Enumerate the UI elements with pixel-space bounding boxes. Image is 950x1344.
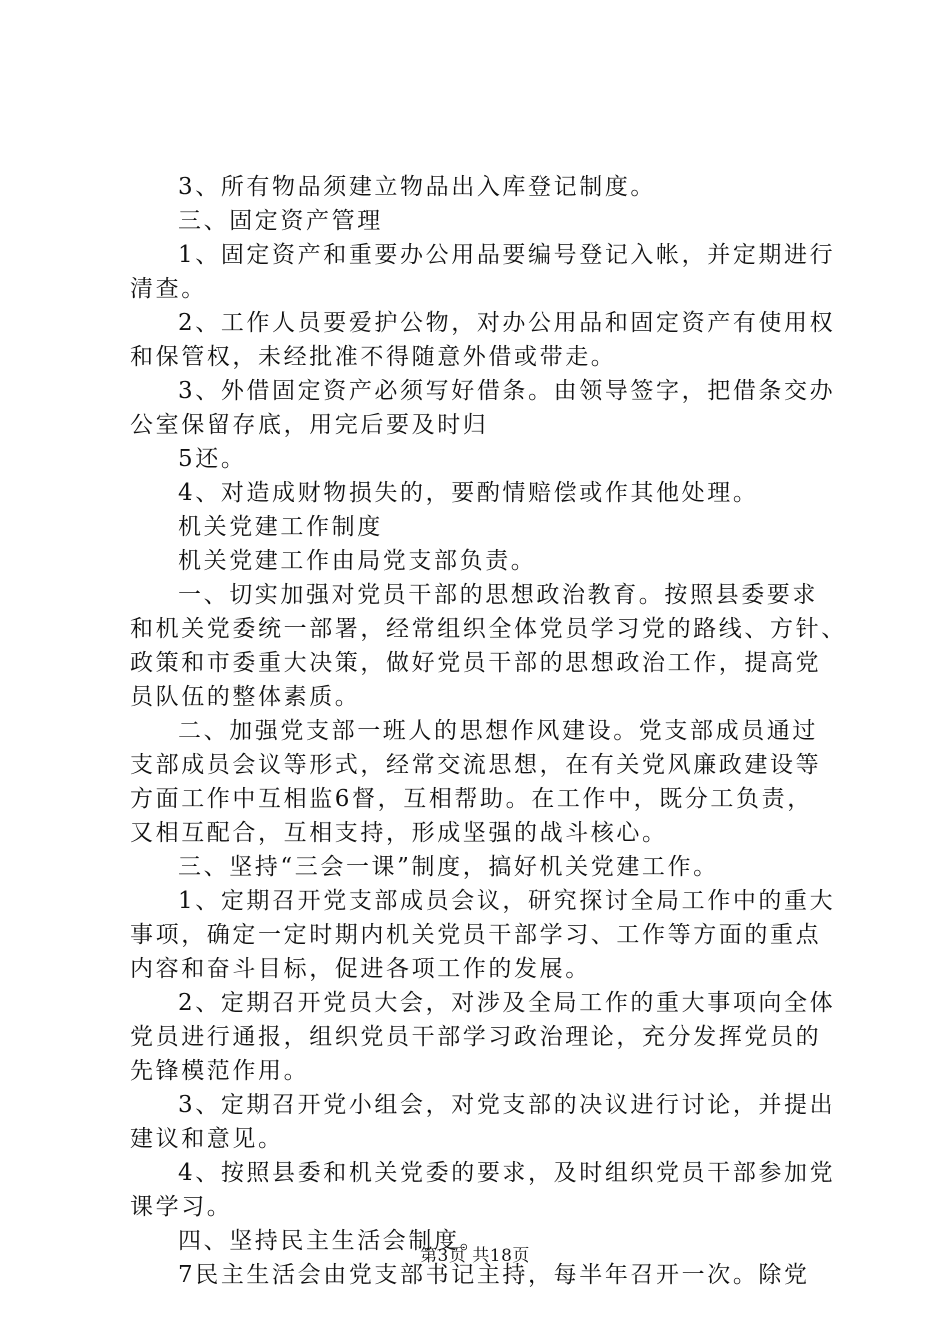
text-line: 7民主生活会由党支部书记主持，每半年召开一次。除党 [178, 1262, 810, 1288]
text-line: 员队伍的整体素质。 [130, 684, 361, 710]
text-line: 3、外借固定资产必须写好借条。由领导签字，把借条交办 [178, 378, 836, 404]
text-line: 党员进行通报，组织党员干部学习政治理论，充分发挥党员的 [130, 1024, 822, 1050]
text-line: 和保管权，未经批准不得随意外借或带走。 [130, 344, 617, 370]
text-line: 四、坚持民主生活会制度。 [178, 1228, 486, 1254]
text-line: 又相互配合，互相支持，形成坚强的战斗核心。 [130, 820, 668, 846]
text-line: 机关党建工作由局党支部负责。 [178, 548, 537, 574]
text-line: 清查。 [130, 276, 207, 302]
text-line: 1、固定资产和重要办公用品要编号登记入帐，并定期进行 [178, 242, 836, 268]
text-line: 建议和意见。 [130, 1126, 284, 1152]
text-line: 3、所有物品须建立物品出入库登记制度。 [178, 174, 657, 200]
text-line: 内容和奋斗目标，促进各项工作的发展。 [130, 956, 591, 982]
page-footer: 第3页 共18页 [420, 1246, 530, 1266]
text-line: 公室保留存底，用完后要及时归 [130, 412, 489, 438]
text-line: 4、按照县委和机关党委的要求，及时组织党员干部参加党 [178, 1160, 836, 1186]
text-line: 机关党建工作制度 [178, 514, 383, 540]
text-line: 5还。 [178, 446, 247, 472]
text-line: 三、坚持“三会一课”制度，搞好机关党建工作。 [178, 854, 719, 880]
text-line: 1、定期召开党支部成员会议，研究探讨全局工作中的重大 [178, 888, 836, 914]
text-line: 2、定期召开党员大会，对涉及全局工作的重大事项向全体 [178, 990, 836, 1016]
text-line: 课学习。 [130, 1194, 233, 1220]
text-line: 二、加强党支部一班人的思想作风建设。党支部成员通过 [178, 718, 818, 744]
text-line: 事项，确定一定时期内机关党员干部学习、工作等方面的重点 [130, 922, 822, 948]
text-line: 2、工作人员要爱护公物，对办公用品和固定资产有使用权 [178, 310, 836, 336]
text-line: 和机关党委统一部署，经常组织全体党员学习党的路线、方针、 [130, 616, 847, 642]
text-line: 3、定期召开党小组会，对党支部的决议进行讨论，并提出 [178, 1092, 836, 1118]
text-line: 三、固定资产管理 [178, 208, 383, 234]
text-line: 方面工作中互相监6督，互相帮助。在工作中，既分工负责， [130, 786, 813, 812]
text-line: 支部成员会议等形式，经常交流思想，在有关党风廉政建设等 [130, 752, 822, 778]
text-line: 政策和市委重大决策，做好党员干部的思想政治工作，提高党 [130, 650, 822, 676]
document-body [130, 170, 847, 1292]
text-line: 一、切实加强对党员干部的思想政治教育。按照县委要求 [178, 582, 818, 608]
text-line: 4、对造成财物损失的，要酌情赔偿或作其他处理。 [178, 480, 759, 506]
text-line: 先锋模范作用。 [130, 1058, 310, 1084]
